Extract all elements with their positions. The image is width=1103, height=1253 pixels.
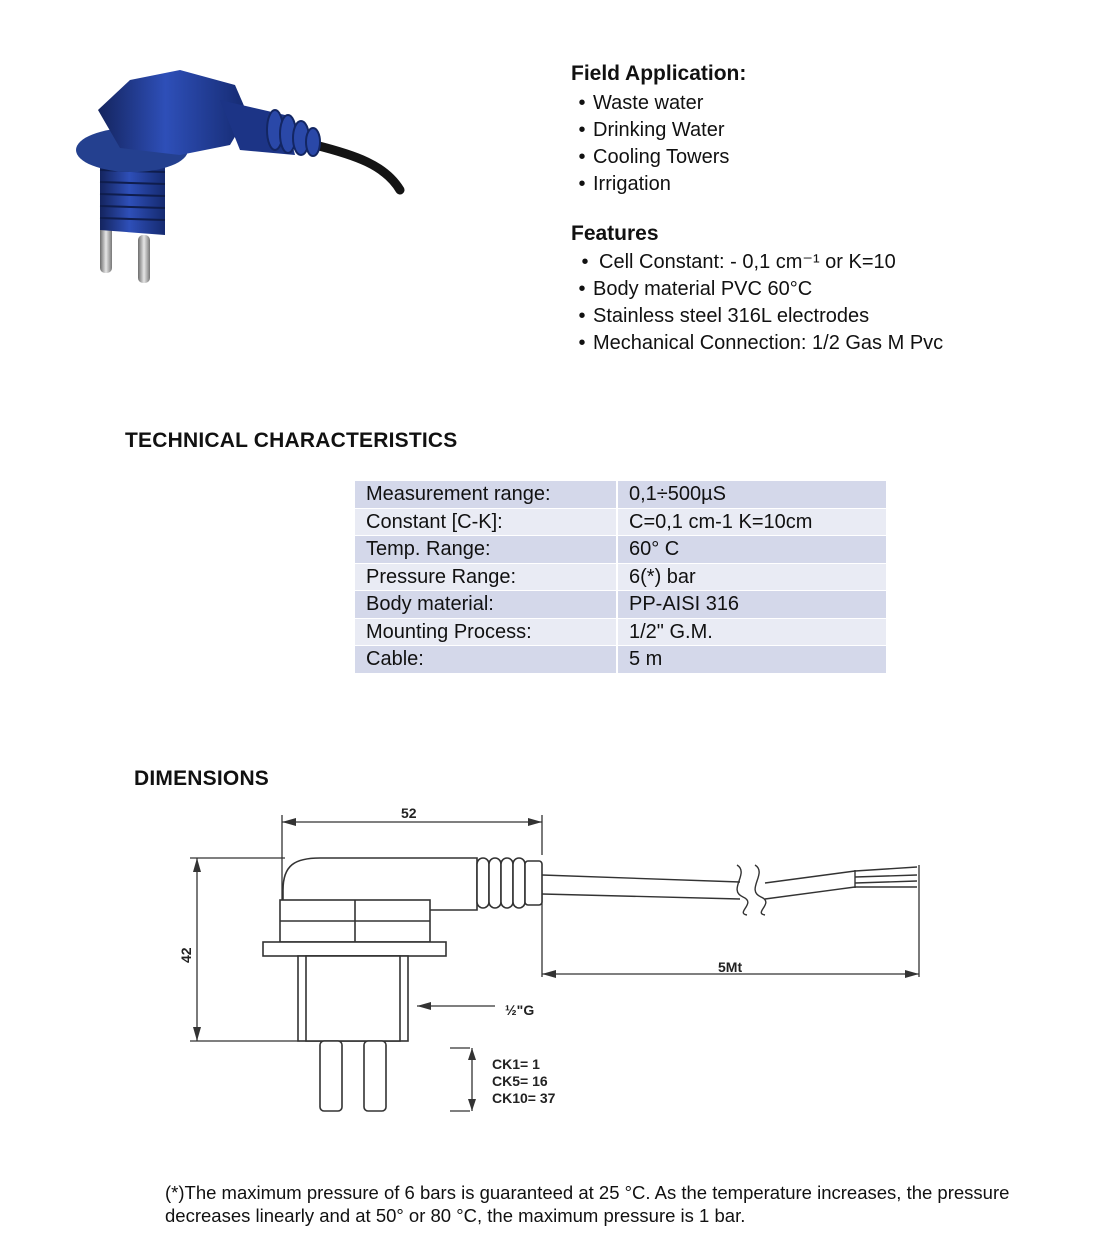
list-item: • Mechanical Connection: 1/2 Gas M Pvc bbox=[578, 332, 944, 354]
field-application-list bbox=[571, 90, 729, 198]
dimension-drawing bbox=[165, 795, 945, 1125]
list-item: • Waste water bbox=[578, 92, 704, 114]
table-row: Constant [C-K]: C=0,1 cm-1 K=10cm bbox=[355, 508, 886, 536]
ck5-label: CK5= 16 bbox=[492, 1073, 548, 1089]
spec-table bbox=[355, 481, 886, 674]
table-row: Mounting Process: 1/2" G.M. bbox=[355, 618, 886, 646]
thread-label: ½"G bbox=[505, 1002, 535, 1018]
field-application-title: Field Application: bbox=[571, 62, 747, 85]
technical-characteristics-title: TECHNICAL CHARACTERISTICS bbox=[125, 429, 458, 452]
table-row: Pressure Range: 6(*) bar bbox=[355, 563, 886, 591]
list-item: • Cell Constant: - 0,1 cm⁻¹ or K=10 bbox=[581, 251, 896, 273]
features-list bbox=[571, 249, 943, 357]
list-item: • Drinking Water bbox=[578, 119, 725, 141]
table-row: Temp. Range: 60° C bbox=[355, 536, 886, 564]
list-item: • Body material PVC 60°C bbox=[578, 278, 813, 300]
product-photo bbox=[70, 60, 410, 285]
table-row: Cable: 5 m bbox=[355, 646, 886, 674]
list-item: • Stainless steel 316L electrodes bbox=[578, 305, 870, 327]
list-item: • Cooling Towers bbox=[578, 146, 730, 168]
ck10-label: CK10= 37 bbox=[492, 1090, 556, 1106]
table-row: Body material: PP-AISI 316 bbox=[355, 591, 886, 619]
table-row: Measurement range: 0,1÷500µS bbox=[355, 481, 886, 508]
width-dimension-label: 52 bbox=[401, 805, 417, 821]
ck1-label: CK1= 1 bbox=[492, 1056, 540, 1072]
cable-length-label: 5Mt bbox=[718, 959, 743, 975]
features-title: Features bbox=[571, 222, 659, 245]
dimensions-title: DIMENSIONS bbox=[134, 767, 270, 790]
pressure-footnote: (*)The maximum pressure of 6 bars is guaranteed at 25 °C. As the temperature increases, the pressure decreases linearly and at 50° or 80 °C, the maximum pressure is 1 bar. bbox=[165, 1182, 1010, 1226]
list-item: • Irrigation bbox=[578, 173, 671, 195]
height-dimension-label: 42 bbox=[178, 947, 194, 963]
